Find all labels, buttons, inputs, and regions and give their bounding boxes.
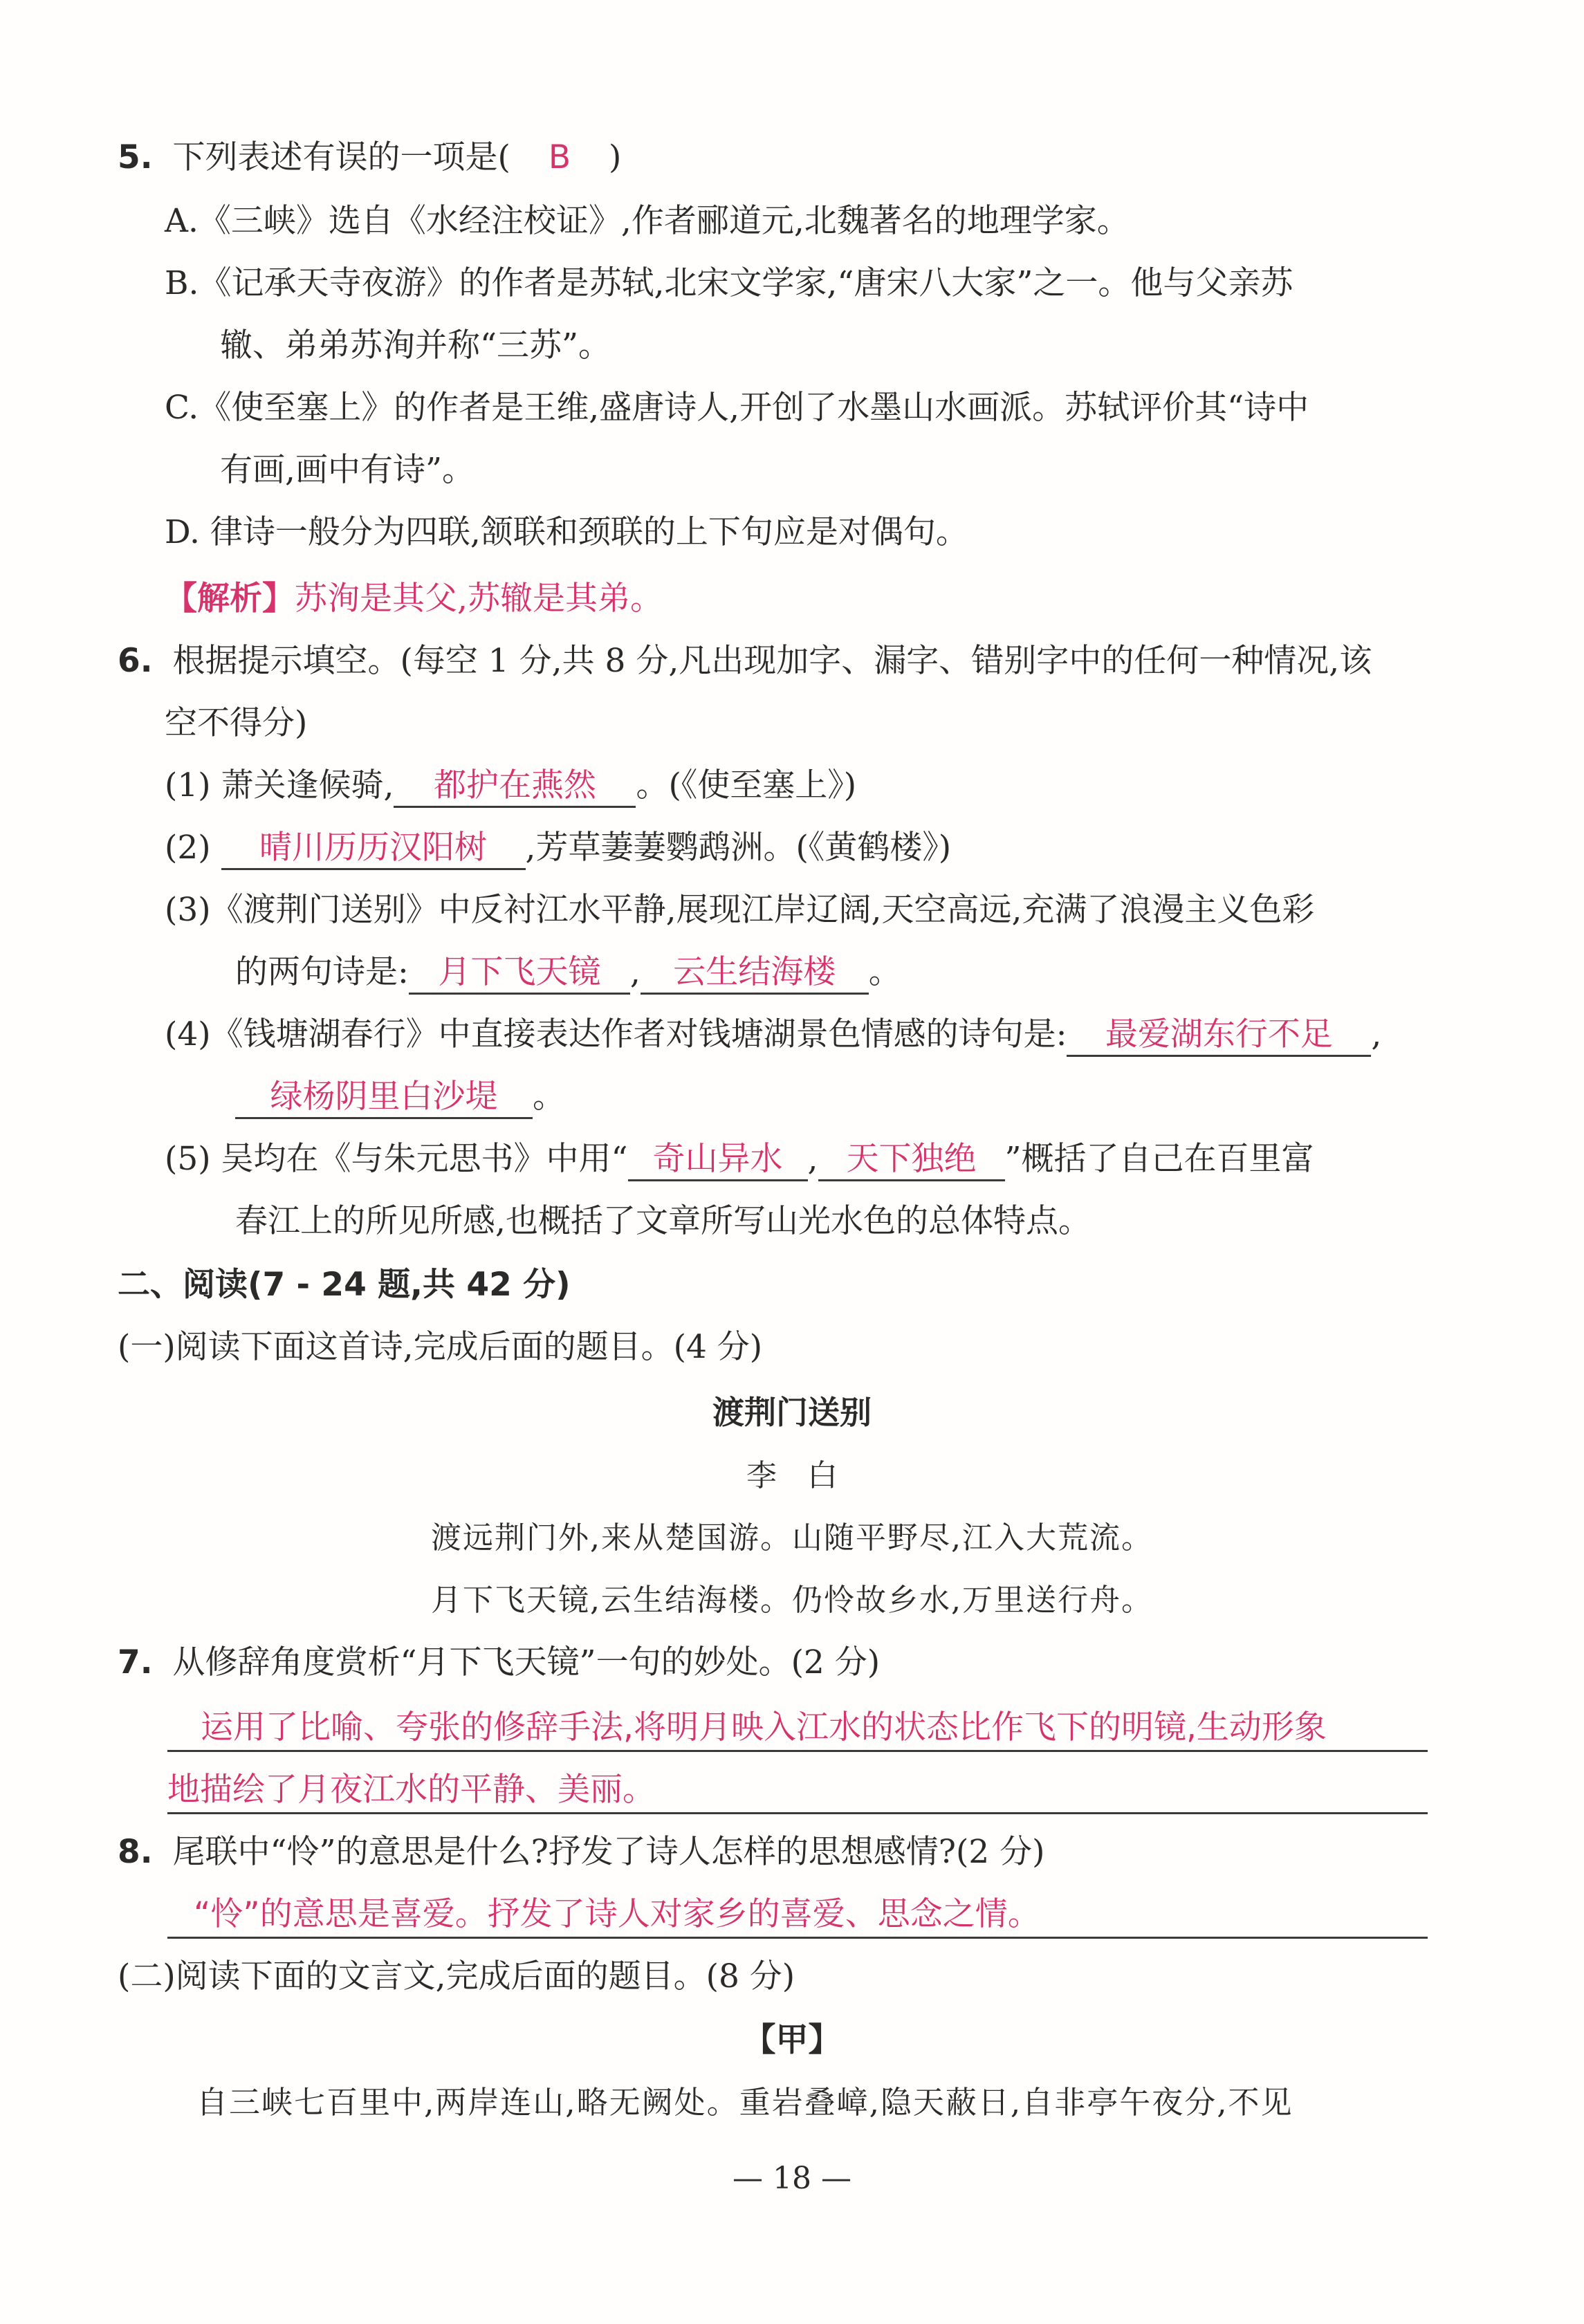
q6-item3-line2 xyxy=(235,950,901,995)
page-number: — 18 — xyxy=(733,2161,851,2196)
section2-heading: 二、阅读(7 - 24 题,共 42 分) xyxy=(118,1266,571,1304)
q6-number: 6. xyxy=(118,642,153,680)
q6-item1-answer: 都护在燕然 xyxy=(433,766,596,804)
q6-item4-prefix: (4)《钱塘湖春行》中直接表达作者对钱塘湖景色情感的诗句是: xyxy=(165,1015,1067,1053)
q8-stem-text: 尾联中“怜”的意思是什么?抒发了诗人怎样的思想感情?(2 分) xyxy=(172,1833,1045,1871)
q5-option-b-line2: 辙、弟弟苏洵并称“三苏”。 xyxy=(220,326,611,365)
q7-number: 7. xyxy=(118,1643,153,1681)
q6-item3-comma: , xyxy=(629,953,641,991)
q7-stem-text: 从修辞角度赏析“月下飞天镜”一句的妙处。(2 分) xyxy=(172,1643,881,1681)
q5-option-a: A.《三峡》选自《水经注校证》,作者郦道元,北魏著名的地理学家。 xyxy=(165,202,1130,240)
q5-stem xyxy=(118,136,621,180)
part2-text-line1: 自三峡七百里中,两岸连山,略无阙处。重岩叠嶂,隐天蔽日,自非亭午夜分,不见 xyxy=(196,2084,1293,2121)
q6-item5-answer1: 奇山异水 xyxy=(652,1140,783,1178)
q6-item4-suffix: 。 xyxy=(533,1078,565,1116)
q6-item3-blank1 xyxy=(409,952,630,995)
q6-stem-text: 根据提示填空。(每空 1 分,共 8 分,凡出现加字、漏字、错别字中的任何一种情况,该 xyxy=(172,642,1372,680)
q6-item4-blank2 xyxy=(235,1077,533,1119)
part2-label: 【甲】 xyxy=(743,2021,841,2059)
q6-item3-answer2: 云生结海楼 xyxy=(673,953,836,991)
q6-item4-line1 xyxy=(165,1013,1381,1057)
q6-item4-line2 xyxy=(235,1075,565,1119)
q5-answer: B xyxy=(548,138,571,176)
q5-stem-text: 下列表述有误的一项是( xyxy=(172,138,510,176)
q6-item1 xyxy=(165,764,856,808)
q6-item3-blank2 xyxy=(641,952,869,995)
q6-item4-blank1 xyxy=(1067,1015,1371,1057)
q6-item5-prefix: (5) 吴均在《与朱元思书》中用“ xyxy=(165,1140,628,1178)
q6-item3-answer1: 月下飞天镜 xyxy=(438,953,601,991)
poem-title: 渡荆门送别 xyxy=(712,1394,872,1431)
q6-item2-blank xyxy=(221,828,526,870)
q8-answer: “怜”的意思是喜爱。抒发了诗人对家乡的喜爱、思念之情。 xyxy=(194,1895,1040,1933)
q7-answer-line1: 运用了比喻、夸张的修辞手法,将明月映入江水的状态比作飞下的明镜,生动形象 xyxy=(201,1708,1327,1746)
q5-option-c-line1: C.《使至塞上》的作者是王维,盛唐诗人,开创了水墨山水画派。苏轼评价其“诗中 xyxy=(165,389,1309,427)
q7-answer-line2-rule xyxy=(167,1812,1428,1814)
q8-answer-rule xyxy=(167,1937,1428,1939)
part2-heading: (二)阅读下面的文言文,完成后面的题目。(8 分) xyxy=(118,1957,795,1995)
q6-item5-blank2 xyxy=(818,1139,1005,1181)
q6-item2 xyxy=(165,826,951,870)
poem-author: 李 白 xyxy=(746,1458,838,1493)
q5-analysis xyxy=(165,577,663,621)
analysis-text: 苏洵是其父,苏辙是其弟。 xyxy=(295,580,663,618)
q6-item5-answer2: 天下独绝 xyxy=(846,1140,977,1178)
q6-item4-answer1: 最爱湖东行不足 xyxy=(1105,1015,1333,1053)
q6-item5-line1 xyxy=(165,1137,1314,1181)
q6-item4-comma: , xyxy=(1371,1015,1382,1053)
q6-item5-comma: , xyxy=(807,1140,818,1178)
q8-stem xyxy=(118,1830,1044,1874)
poem-line1: 渡远荆门外,来从楚国游。山随平野尽,江入大荒流。 xyxy=(431,1520,1153,1556)
q6-item5-suffix: ”概括了自己在百里富 xyxy=(1004,1140,1314,1178)
q5-option-b-line1: B.《记承天寺夜游》的作者是苏轼,北宋文学家,“唐宋八大家”之一。他与父亲苏 xyxy=(165,264,1293,302)
q6-item1-blank xyxy=(394,766,636,808)
poem-line2: 月下飞天镜,云生结海楼。仍怜故乡水,万里送行舟。 xyxy=(431,1583,1153,1618)
q6-item3-prefix: 的两句诗是: xyxy=(235,953,409,991)
q6-item1-suffix: 。(《使至塞上》) xyxy=(636,766,857,804)
q6-item5-line2: 春江上的所见所感,也概括了文章所写山光水色的总体特点。 xyxy=(235,1202,1091,1240)
q8-number: 8. xyxy=(118,1833,153,1871)
q6-item2-suffix: ,芳草萋萋鹦鹉洲。(《黄鹤楼》) xyxy=(525,829,952,867)
q7-answer-line1-rule xyxy=(167,1750,1428,1752)
part1-heading: (一)阅读下面这首诗,完成后面的题目。(4 分) xyxy=(118,1328,763,1366)
q6-item2-answer: 晴川历历汉阳树 xyxy=(259,829,488,867)
q5-close: ) xyxy=(609,138,622,176)
q6-item3-line1: (3)《渡荆门送别》中反衬江水平静,展现江岸辽阔,天空高远,充满了浪漫主义色彩 xyxy=(165,891,1315,929)
q5-option-c-line2: 有画,画中有诗”。 xyxy=(220,451,475,489)
q6-stem-line1 xyxy=(118,639,1372,683)
q6-item3-suffix: 。 xyxy=(868,953,901,991)
q7-answer-line2: 地描绘了月夜江水的平静、美丽。 xyxy=(167,1771,655,1809)
q7-stem xyxy=(118,1641,880,1685)
q5-option-d: D. 律诗一般分为四联,颔联和颈联的上下句应是对偶句。 xyxy=(165,513,968,551)
q6-stem-line2: 空不得分) xyxy=(165,704,308,742)
q6-item5-blank1 xyxy=(628,1139,808,1181)
q6-item2-prefix: (2) xyxy=(165,829,221,867)
q5-number: 5. xyxy=(118,138,153,176)
analysis-tag: 【解析】 xyxy=(165,580,295,618)
q6-item1-prefix: (1) 萧关逢候骑, xyxy=(165,766,394,804)
q6-item4-answer2: 绿杨阴里白沙堤 xyxy=(270,1078,498,1116)
